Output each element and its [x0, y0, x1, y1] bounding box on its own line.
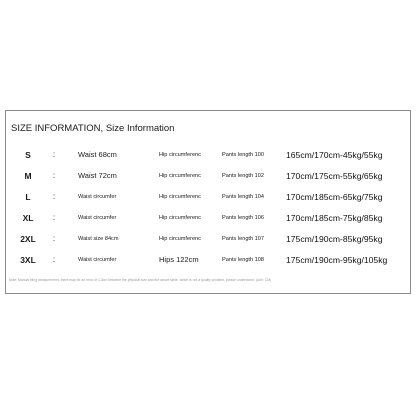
hip-value: Hip circumferenc	[159, 194, 201, 200]
hip-value: Hip circumferenc	[159, 152, 201, 158]
size-label: L	[25, 192, 31, 202]
hip-value: Hip circumferenc	[159, 236, 201, 242]
size-row-2xl	[6, 229, 410, 249]
waist-value: Waist circumfer	[78, 215, 117, 221]
measurement-footnote: Note: Manual tiling measurement, there may be an error of 1-3cm between the physical size and the above table, which is not a quality problem, please understand. (Unit: CM)	[9, 278, 272, 282]
pants-length-value: Pants length 108	[222, 257, 264, 263]
size-row-3xl	[6, 250, 410, 270]
height-weight-recommendation: 175cm/190cm-85kg/95kg	[286, 234, 383, 244]
hip-value: Hip circumferenc	[159, 215, 201, 221]
waist-value: Waist 72cm	[78, 171, 117, 180]
height-weight-recommendation: 165cm/170cm-45kg/55kg	[286, 150, 383, 160]
separator: :	[52, 255, 56, 264]
size-row-l	[6, 187, 410, 207]
size-label: S	[25, 150, 31, 160]
pants-length-value: Pants length 100	[222, 152, 264, 158]
size-information-table	[5, 110, 411, 294]
height-weight-recommendation: 175cm/190cm-95kg/105kg	[286, 255, 388, 265]
separator: :	[52, 171, 56, 180]
size-label: XL	[22, 213, 34, 223]
size-label: 2XL	[20, 234, 36, 244]
separator: :	[52, 192, 56, 201]
size-row-m	[6, 166, 410, 186]
pants-length-value: Pants length 104	[222, 194, 264, 200]
pants-length-value: Pants length 107	[222, 236, 264, 242]
hip-value: Hips 122cm	[159, 255, 199, 264]
waist-value: Waist circumfer	[78, 194, 117, 200]
separator: :	[52, 150, 56, 159]
pants-length-value: Pants length 102	[222, 173, 264, 179]
height-weight-recommendation: 170cm/185cm-65kg/75kg	[286, 192, 383, 202]
hip-value: Hip circumferenc	[159, 173, 201, 179]
size-label: M	[24, 171, 32, 181]
height-weight-recommendation: 170cm/185cm-75kg/85kg	[286, 213, 383, 223]
waist-value: Waist size 84cm	[78, 236, 119, 242]
table-title: SIZE INFORMATION, Size Information	[11, 123, 175, 134]
size-row-s	[6, 145, 410, 165]
pants-length-value: Pants length 106	[222, 215, 264, 221]
separator: :	[52, 213, 56, 222]
waist-value: Waist 68cm	[78, 150, 117, 159]
height-weight-recommendation: 170cm/175cm-55kg/65kg	[286, 171, 383, 181]
separator: :	[52, 234, 56, 243]
size-row-xl	[6, 208, 410, 228]
size-label: 3XL	[20, 255, 36, 265]
waist-value: Waist circumfer	[78, 257, 117, 263]
